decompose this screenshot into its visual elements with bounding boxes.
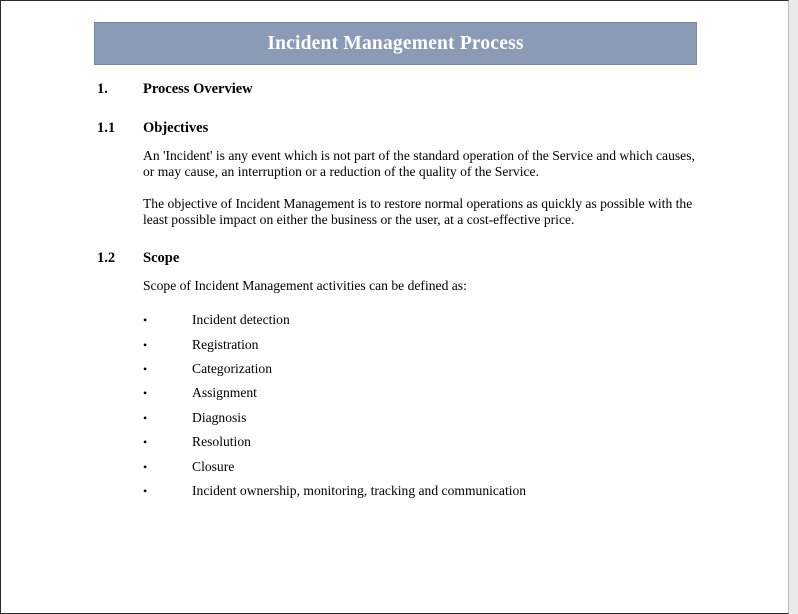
- list-item: [1, 430, 790, 454]
- list-item-label: Closure: [192, 458, 235, 474]
- list-item-label: Categorization: [192, 360, 273, 376]
- bullet-icon: •: [143, 483, 148, 498]
- list-item: [1, 381, 790, 405]
- section-heading-scope: [1, 250, 790, 267]
- section-title-objectives: Objectives: [143, 120, 209, 136]
- list-item-label: Incident detection: [192, 312, 290, 328]
- section-number-1-1: 1.1: [97, 120, 116, 136]
- list-item: [1, 455, 790, 479]
- list-item-label: Incident ownership, monitoring, tracking and communication: [192, 482, 527, 498]
- document-title: Incident Management Process: [267, 32, 524, 54]
- list-item: [1, 357, 790, 381]
- list-item: [1, 479, 790, 503]
- scope-intro-paragraph: Scope of Incident Management activities can be defined as:: [143, 278, 467, 294]
- list-item: [1, 308, 790, 332]
- bullet-icon: •: [143, 386, 148, 401]
- bullet-icon: •: [143, 459, 148, 474]
- bullet-icon: •: [143, 410, 148, 425]
- document-body: [1, 65, 790, 503]
- page-edge-gutter: [789, 0, 798, 614]
- list-item: [1, 406, 790, 430]
- section-number-1-2: 1.2: [97, 250, 116, 267]
- list-item-label: Diagnosis: [192, 409, 247, 425]
- section-heading-process-overview: [1, 81, 790, 98]
- bullet-icon: •: [143, 435, 148, 450]
- bullet-icon: •: [143, 337, 148, 352]
- section-title-process-overview: Process Overview: [143, 81, 253, 97]
- section-heading-objectives: [1, 120, 790, 137]
- scope-bullet-list: [1, 308, 790, 503]
- section-title-scope: Scope: [143, 250, 180, 267]
- list-item-label: Resolution: [192, 434, 251, 450]
- objectives-paragraph-1: An 'Incident' is any event which is not part of the standard operation of the Service and which causes, or may cause, an interruption or a reduction of the quality of the Service.: [143, 148, 695, 180]
- list-item-label: Assignment: [192, 385, 257, 401]
- bullet-icon: •: [143, 313, 148, 328]
- section-number-1: 1.: [97, 81, 108, 97]
- objectives-paragraph-2: The objective of Incident Management is to restore normal operations as quickly as possible with the least possible impact on either the business or the user, at a cost-effective price.: [143, 196, 693, 228]
- document-title-banner: [94, 22, 697, 65]
- bullet-icon: •: [143, 361, 148, 376]
- list-item: [1, 333, 790, 357]
- list-item-label: Registration: [192, 336, 259, 352]
